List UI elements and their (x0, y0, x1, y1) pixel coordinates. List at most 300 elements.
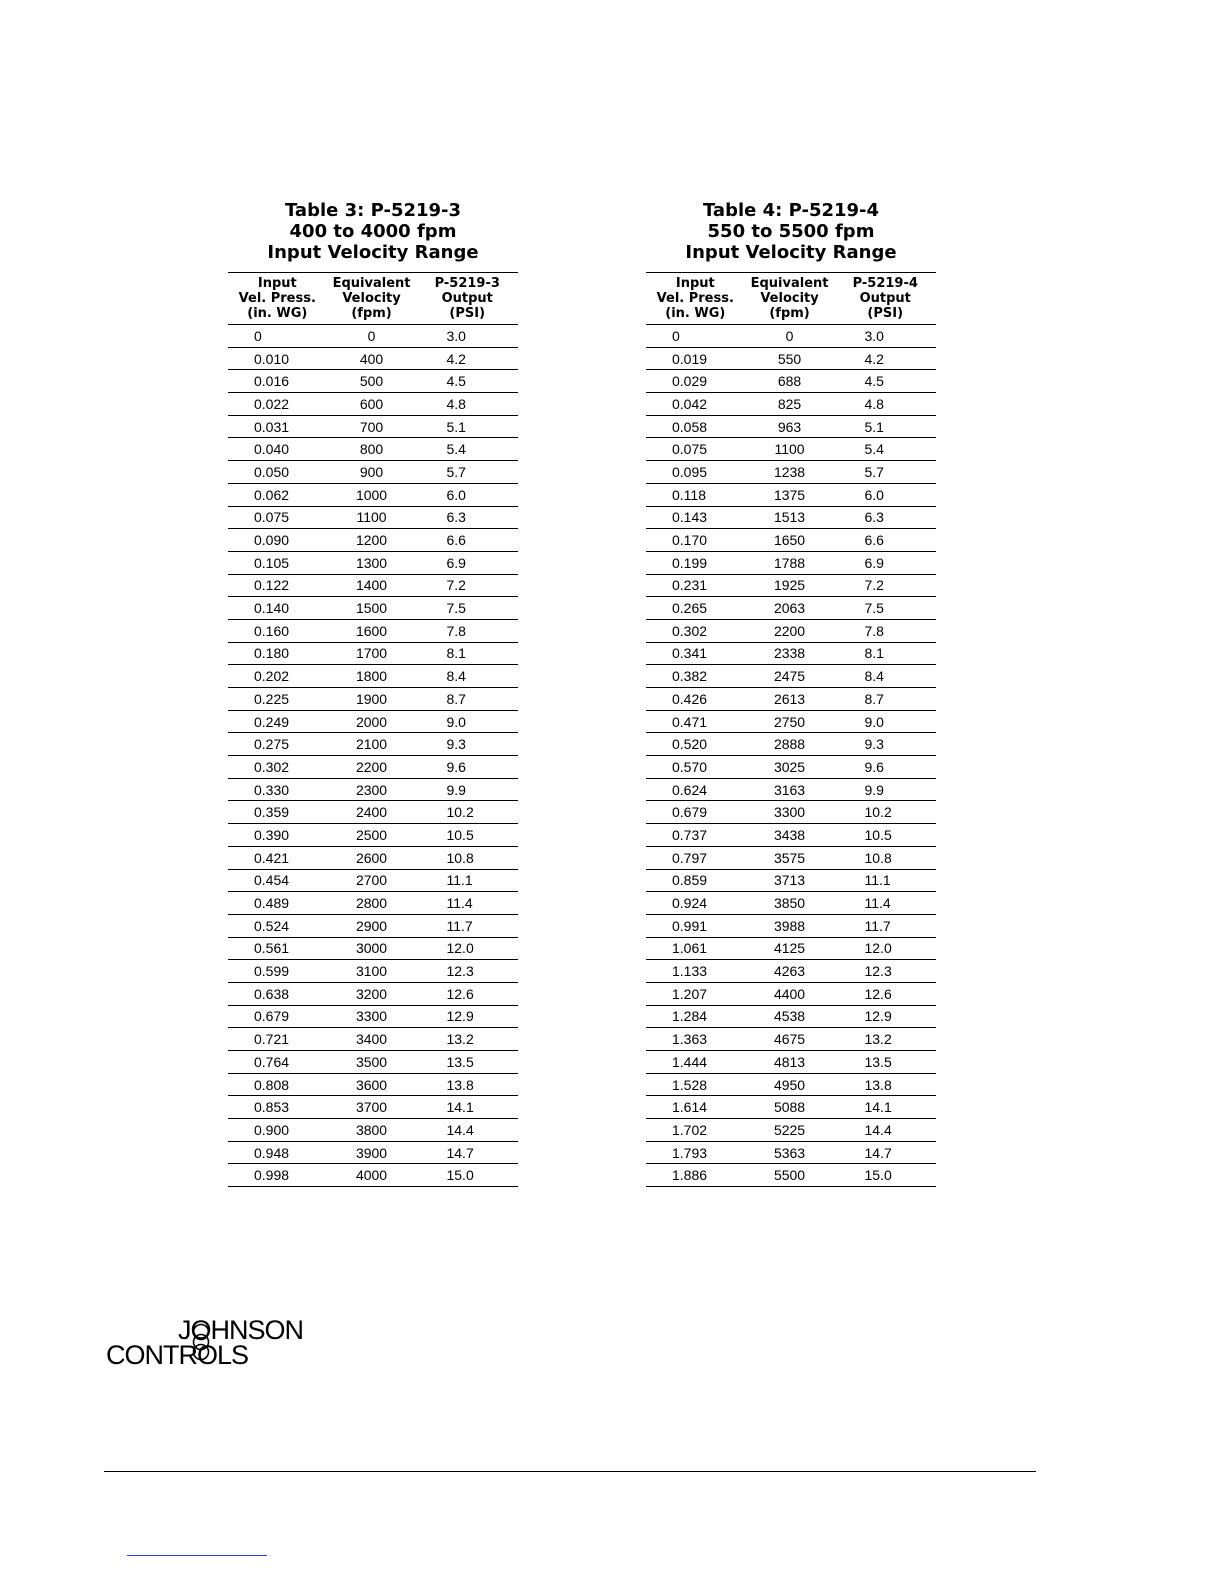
cell-velocity-pressure: 0.090 (228, 529, 327, 552)
table-row (228, 801, 518, 824)
cell-equivalent-velocity: 2800 (327, 892, 417, 915)
cell-velocity-pressure: 0.948 (228, 1141, 327, 1164)
cell-velocity-pressure: 0.140 (228, 597, 327, 620)
table-row (228, 1164, 518, 1187)
cell-output: 5.7 (416, 461, 518, 484)
table-row (646, 688, 936, 711)
cell-equivalent-velocity: 2900 (327, 914, 417, 937)
cell-output: 10.2 (416, 801, 518, 824)
table-row (646, 1028, 936, 1051)
table-row (646, 551, 936, 574)
table-row (228, 914, 518, 937)
cell-velocity-pressure: 0.561 (228, 937, 327, 960)
table-row (646, 415, 936, 438)
table-row (228, 710, 518, 733)
cell-velocity-pressure: 0.042 (646, 393, 745, 416)
cell-output: 14.4 (834, 1119, 936, 1142)
cell-velocity-pressure: 0.118 (646, 483, 745, 506)
table-3-header-row (228, 273, 518, 325)
table-row (228, 869, 518, 892)
table-row (646, 529, 936, 552)
cell-output: 8.1 (416, 642, 518, 665)
table-row (646, 461, 936, 484)
cell-equivalent-velocity: 4950 (745, 1073, 835, 1096)
cell-output: 13.8 (834, 1073, 936, 1096)
cell-equivalent-velocity: 1800 (327, 665, 417, 688)
table-row (228, 756, 518, 779)
cell-velocity-pressure: 0.330 (228, 778, 327, 801)
cell-equivalent-velocity: 3713 (745, 869, 835, 892)
cell-equivalent-velocity: 2500 (327, 824, 417, 847)
cell-velocity-pressure: 0 (228, 325, 327, 348)
cell-velocity-pressure: 0.859 (646, 869, 745, 892)
cell-velocity-pressure: 1.061 (646, 937, 745, 960)
header-line: (PSI) (449, 306, 486, 321)
table-row (228, 688, 518, 711)
logo-line-2: CONTROLS (106, 1340, 249, 1370)
cell-equivalent-velocity: 1700 (327, 642, 417, 665)
cell-output: 15.0 (834, 1164, 936, 1187)
cell-output: 4.5 (416, 370, 518, 393)
cell-output: 13.5 (416, 1051, 518, 1074)
cell-velocity-pressure: 0.302 (646, 619, 745, 642)
table-row (228, 619, 518, 642)
table-row (646, 347, 936, 370)
cell-velocity-pressure: 0.924 (646, 892, 745, 915)
cell-equivalent-velocity: 1200 (327, 529, 417, 552)
cell-output: 6.9 (416, 551, 518, 574)
table-4-grid (646, 272, 936, 1187)
table-row (228, 574, 518, 597)
cell-velocity-pressure: 1.133 (646, 960, 745, 983)
cell-equivalent-velocity: 1000 (327, 483, 417, 506)
table-row (646, 665, 936, 688)
cell-equivalent-velocity: 3438 (745, 824, 835, 847)
cell-output: 9.6 (834, 756, 936, 779)
cell-output: 4.2 (416, 347, 518, 370)
cell-equivalent-velocity: 2300 (327, 778, 417, 801)
cell-output: 8.4 (834, 665, 936, 688)
cell-velocity-pressure: 0.359 (228, 801, 327, 824)
cell-equivalent-velocity: 1100 (745, 438, 835, 461)
header-line: Output (859, 291, 911, 306)
cell-equivalent-velocity: 1500 (327, 597, 417, 620)
column-header-output (834, 273, 936, 325)
cell-velocity-pressure: 0.202 (228, 665, 327, 688)
cell-velocity-pressure: 1.207 (646, 982, 745, 1005)
table-4-title-line: 550 to 5500 fpm (707, 221, 875, 242)
cell-equivalent-velocity: 825 (745, 393, 835, 416)
cell-output: 13.5 (834, 1051, 936, 1074)
header-line: Input (675, 276, 715, 291)
cell-output: 12.6 (416, 982, 518, 1005)
table-row (228, 642, 518, 665)
cell-equivalent-velocity: 900 (327, 461, 417, 484)
cell-equivalent-velocity: 1600 (327, 619, 417, 642)
table-3-grid (228, 272, 518, 1187)
table-row (646, 1141, 936, 1164)
cell-output: 11.1 (834, 869, 936, 892)
cell-output: 4.2 (834, 347, 936, 370)
table-4-body (646, 325, 936, 1187)
table-row (646, 892, 936, 915)
table-row (228, 982, 518, 1005)
header-line: (fpm) (769, 306, 810, 321)
cell-equivalent-velocity: 2063 (745, 597, 835, 620)
cell-equivalent-velocity: 1513 (745, 506, 835, 529)
table-4-title-line: Table 4: P-5219-4 (702, 200, 880, 221)
table-row (228, 1096, 518, 1119)
cell-velocity-pressure: 0.075 (228, 506, 327, 529)
cell-equivalent-velocity: 3000 (327, 937, 417, 960)
cell-velocity-pressure: 0.638 (228, 982, 327, 1005)
cell-output: 10.2 (834, 801, 936, 824)
cell-velocity-pressure: 1.886 (646, 1164, 745, 1187)
table-row (646, 846, 936, 869)
cell-output: 7.8 (416, 619, 518, 642)
cell-output: 14.1 (416, 1096, 518, 1119)
cell-equivalent-velocity: 500 (327, 370, 417, 393)
cell-output: 14.1 (834, 1096, 936, 1119)
table-row (228, 733, 518, 756)
cell-equivalent-velocity: 0 (745, 325, 835, 348)
cell-equivalent-velocity: 963 (745, 415, 835, 438)
cell-equivalent-velocity: 400 (327, 347, 417, 370)
cell-velocity-pressure: 1.702 (646, 1119, 745, 1142)
cell-velocity-pressure: 0.031 (228, 415, 327, 438)
table-row (646, 778, 936, 801)
cell-velocity-pressure: 1.528 (646, 1073, 745, 1096)
table-4-title (646, 200, 936, 263)
table-row (646, 756, 936, 779)
table-row (646, 1164, 936, 1187)
cell-equivalent-velocity: 2400 (327, 801, 417, 824)
cell-equivalent-velocity: 3600 (327, 1073, 417, 1096)
cell-equivalent-velocity: 2100 (327, 733, 417, 756)
table-row (646, 982, 936, 1005)
cell-velocity-pressure: 0.624 (646, 778, 745, 801)
cell-equivalent-velocity: 3800 (327, 1119, 417, 1142)
header-line: Output (441, 291, 493, 306)
cell-velocity-pressure: 0.075 (646, 438, 745, 461)
cell-equivalent-velocity: 5363 (745, 1141, 835, 1164)
table-row (646, 574, 936, 597)
table-row (646, 1005, 936, 1028)
cell-equivalent-velocity: 4000 (327, 1164, 417, 1187)
cell-equivalent-velocity: 1650 (745, 529, 835, 552)
table-row (646, 801, 936, 824)
cell-output: 5.4 (834, 438, 936, 461)
cell-output: 10.8 (416, 846, 518, 869)
cell-velocity-pressure: 0.122 (228, 574, 327, 597)
table-row (646, 1073, 936, 1096)
cell-equivalent-velocity: 1925 (745, 574, 835, 597)
table-4-title-line: Input Velocity Range (685, 242, 897, 263)
header-line: Equivalent (750, 276, 829, 291)
cell-output: 5.1 (416, 415, 518, 438)
cell-velocity-pressure: 0.231 (646, 574, 745, 597)
table-row (228, 1073, 518, 1096)
cell-velocity-pressure: 0.062 (228, 483, 327, 506)
table-row (646, 1051, 936, 1074)
cell-velocity-pressure: 0.016 (228, 370, 327, 393)
header-line: Velocity (342, 291, 401, 306)
cell-velocity-pressure: 0.143 (646, 506, 745, 529)
table-row (228, 415, 518, 438)
table-3-title (228, 200, 518, 263)
cell-equivalent-velocity: 1900 (327, 688, 417, 711)
table-row (228, 778, 518, 801)
table-3-title-line: Table 3: P-5219-3 (284, 200, 462, 221)
table-row (228, 1141, 518, 1164)
header-line: Equivalent (332, 276, 411, 291)
cell-velocity-pressure: 0.019 (646, 347, 745, 370)
cell-equivalent-velocity: 2200 (327, 756, 417, 779)
table-row (228, 529, 518, 552)
cell-output: 6.9 (834, 551, 936, 574)
table-3 (228, 200, 518, 1187)
cell-velocity-pressure: 0.058 (646, 415, 745, 438)
cell-velocity-pressure: 0.010 (228, 347, 327, 370)
cell-equivalent-velocity: 3988 (745, 914, 835, 937)
cell-output: 12.3 (834, 960, 936, 983)
cell-velocity-pressure: 0.853 (228, 1096, 327, 1119)
table-row (228, 551, 518, 574)
cell-velocity-pressure: 0.426 (646, 688, 745, 711)
header-line: P-5219-3 (434, 276, 500, 291)
cell-output: 14.7 (834, 1141, 936, 1164)
cell-equivalent-velocity: 0 (327, 325, 417, 348)
table-row (228, 438, 518, 461)
table-row (228, 846, 518, 869)
cell-equivalent-velocity: 2600 (327, 846, 417, 869)
cell-output: 10.8 (834, 846, 936, 869)
table-row (228, 1119, 518, 1142)
logo-line-1: JOHNSON (178, 1315, 304, 1345)
table-3-title-line: Input Velocity Range (267, 242, 479, 263)
cell-output: 15.0 (416, 1164, 518, 1187)
cell-equivalent-velocity: 1100 (327, 506, 417, 529)
cell-velocity-pressure: 1.793 (646, 1141, 745, 1164)
cell-output: 7.8 (834, 619, 936, 642)
cell-velocity-pressure: 0.797 (646, 846, 745, 869)
cell-output: 6.6 (834, 529, 936, 552)
cell-output: 14.7 (416, 1141, 518, 1164)
cell-equivalent-velocity: 5225 (745, 1119, 835, 1142)
cell-output: 12.6 (834, 982, 936, 1005)
cell-output: 9.9 (834, 778, 936, 801)
table-row (646, 325, 936, 348)
cell-velocity-pressure: 0.105 (228, 551, 327, 574)
table-row (646, 393, 936, 416)
cell-equivalent-velocity: 3025 (745, 756, 835, 779)
cell-velocity-pressure: 0.160 (228, 619, 327, 642)
cell-output: 9.0 (834, 710, 936, 733)
cell-equivalent-velocity: 4813 (745, 1051, 835, 1074)
cell-output: 4.8 (416, 393, 518, 416)
cell-velocity-pressure: 1.444 (646, 1051, 745, 1074)
cell-velocity-pressure: 1.614 (646, 1096, 745, 1119)
header-line: Vel. Press. (238, 291, 316, 306)
cell-velocity-pressure: 0.390 (228, 824, 327, 847)
cell-equivalent-velocity: 3575 (745, 846, 835, 869)
table-row (646, 733, 936, 756)
cell-equivalent-velocity: 4675 (745, 1028, 835, 1051)
cell-velocity-pressure: 1.284 (646, 1005, 745, 1028)
header-line: (in. WG) (247, 306, 308, 321)
table-row (646, 1119, 936, 1142)
cell-equivalent-velocity: 688 (745, 370, 835, 393)
table-row (228, 824, 518, 847)
header-line: Velocity (760, 291, 819, 306)
table-row (646, 1096, 936, 1119)
cell-output: 5.7 (834, 461, 936, 484)
header-line: Vel. Press. (656, 291, 734, 306)
cell-velocity-pressure: 0.764 (228, 1051, 327, 1074)
cell-output: 5.1 (834, 415, 936, 438)
cell-equivalent-velocity: 700 (327, 415, 417, 438)
cell-velocity-pressure: 0.808 (228, 1073, 327, 1096)
header-line: P-5219-4 (852, 276, 918, 291)
table-row (646, 506, 936, 529)
cell-velocity-pressure: 0.679 (228, 1005, 327, 1028)
cell-output: 8.7 (416, 688, 518, 711)
cell-output: 10.5 (834, 824, 936, 847)
cell-velocity-pressure: 0.737 (646, 824, 745, 847)
table-row (228, 506, 518, 529)
table-row (646, 438, 936, 461)
cell-equivalent-velocity: 4263 (745, 960, 835, 983)
cell-velocity-pressure: 0.180 (228, 642, 327, 665)
cell-equivalent-velocity: 3900 (327, 1141, 417, 1164)
header-line: (in. WG) (665, 306, 726, 321)
cell-equivalent-velocity: 800 (327, 438, 417, 461)
cell-equivalent-velocity: 5088 (745, 1096, 835, 1119)
cell-output: 13.2 (416, 1028, 518, 1051)
cell-velocity-pressure: 0.275 (228, 733, 327, 756)
table-3-title-line: 400 to 4000 fpm (289, 221, 457, 242)
cell-output: 6.0 (416, 483, 518, 506)
cell-output: 8.1 (834, 642, 936, 665)
cell-output: 8.7 (834, 688, 936, 711)
cell-velocity-pressure: 0.721 (228, 1028, 327, 1051)
cell-velocity-pressure: 0.471 (646, 710, 745, 733)
header-line: (fpm) (351, 306, 392, 321)
cell-equivalent-velocity: 2613 (745, 688, 835, 711)
table-row (228, 370, 518, 393)
table-row (228, 1005, 518, 1028)
table-row (228, 393, 518, 416)
table-row (646, 597, 936, 620)
table-row (228, 325, 518, 348)
table-4-header-row (646, 273, 936, 325)
table-row (228, 1028, 518, 1051)
cell-velocity-pressure: 0.524 (228, 914, 327, 937)
cell-output: 6.3 (416, 506, 518, 529)
cell-velocity-pressure: 0.679 (646, 801, 745, 824)
table-row (228, 960, 518, 983)
cell-velocity-pressure: 0 (646, 325, 745, 348)
cell-output: 12.3 (416, 960, 518, 983)
table-row (646, 642, 936, 665)
cell-output: 13.2 (834, 1028, 936, 1051)
cell-velocity-pressure: 0.265 (646, 597, 745, 620)
cell-velocity-pressure: 0.520 (646, 733, 745, 756)
header-line: (PSI) (867, 306, 904, 321)
cell-equivalent-velocity: 5500 (745, 1164, 835, 1187)
cell-output: 7.5 (416, 597, 518, 620)
footer-divider (104, 1471, 1036, 1472)
table-row (646, 937, 936, 960)
cell-equivalent-velocity: 2338 (745, 642, 835, 665)
cell-velocity-pressure: 0.170 (646, 529, 745, 552)
cell-velocity-pressure: 0.570 (646, 756, 745, 779)
column-header-velocity (327, 273, 417, 325)
cell-velocity-pressure: 0.095 (646, 461, 745, 484)
cell-velocity-pressure: 0.382 (646, 665, 745, 688)
cell-output: 6.6 (416, 529, 518, 552)
cell-equivalent-velocity: 2750 (745, 710, 835, 733)
cell-output: 12.9 (834, 1005, 936, 1028)
cell-equivalent-velocity: 1300 (327, 551, 417, 574)
cell-equivalent-velocity: 1238 (745, 461, 835, 484)
cell-equivalent-velocity: 3500 (327, 1051, 417, 1074)
table-row (646, 370, 936, 393)
cell-output: 4.5 (834, 370, 936, 393)
cell-output: 9.9 (416, 778, 518, 801)
cell-equivalent-velocity: 4125 (745, 937, 835, 960)
cell-equivalent-velocity: 600 (327, 393, 417, 416)
cell-velocity-pressure: 0.029 (646, 370, 745, 393)
cell-output: 8.4 (416, 665, 518, 688)
cell-velocity-pressure: 0.249 (228, 710, 327, 733)
cell-equivalent-velocity: 550 (745, 347, 835, 370)
cell-velocity-pressure: 0.199 (646, 551, 745, 574)
cell-output: 14.4 (416, 1119, 518, 1142)
cell-output: 10.5 (416, 824, 518, 847)
cell-velocity-pressure: 0.998 (228, 1164, 327, 1187)
column-header-input (228, 273, 327, 325)
cell-velocity-pressure: 0.599 (228, 960, 327, 983)
cell-equivalent-velocity: 2888 (745, 733, 835, 756)
cell-equivalent-velocity: 1375 (745, 483, 835, 506)
cell-velocity-pressure: 0.302 (228, 756, 327, 779)
table-3-body (228, 325, 518, 1187)
cell-output: 9.3 (416, 733, 518, 756)
cell-equivalent-velocity: 3400 (327, 1028, 417, 1051)
cell-equivalent-velocity: 3300 (327, 1005, 417, 1028)
cell-output: 11.4 (416, 892, 518, 915)
cell-velocity-pressure: 0.341 (646, 642, 745, 665)
cell-output: 7.2 (416, 574, 518, 597)
cell-velocity-pressure: 0.225 (228, 688, 327, 711)
table-row (646, 710, 936, 733)
cell-velocity-pressure: 0.454 (228, 869, 327, 892)
cell-output: 6.3 (834, 506, 936, 529)
cell-equivalent-velocity: 2700 (327, 869, 417, 892)
cell-output: 6.0 (834, 483, 936, 506)
johnson-controls-logo (106, 1314, 336, 1370)
table-row (646, 960, 936, 983)
cell-equivalent-velocity: 3200 (327, 982, 417, 1005)
cell-equivalent-velocity: 4538 (745, 1005, 835, 1028)
bottom-link-underline[interactable] (127, 1555, 267, 1556)
cell-output: 9.0 (416, 710, 518, 733)
table-row (646, 483, 936, 506)
cell-equivalent-velocity: 2200 (745, 619, 835, 642)
cell-equivalent-velocity: 3850 (745, 892, 835, 915)
cell-equivalent-velocity: 4400 (745, 982, 835, 1005)
